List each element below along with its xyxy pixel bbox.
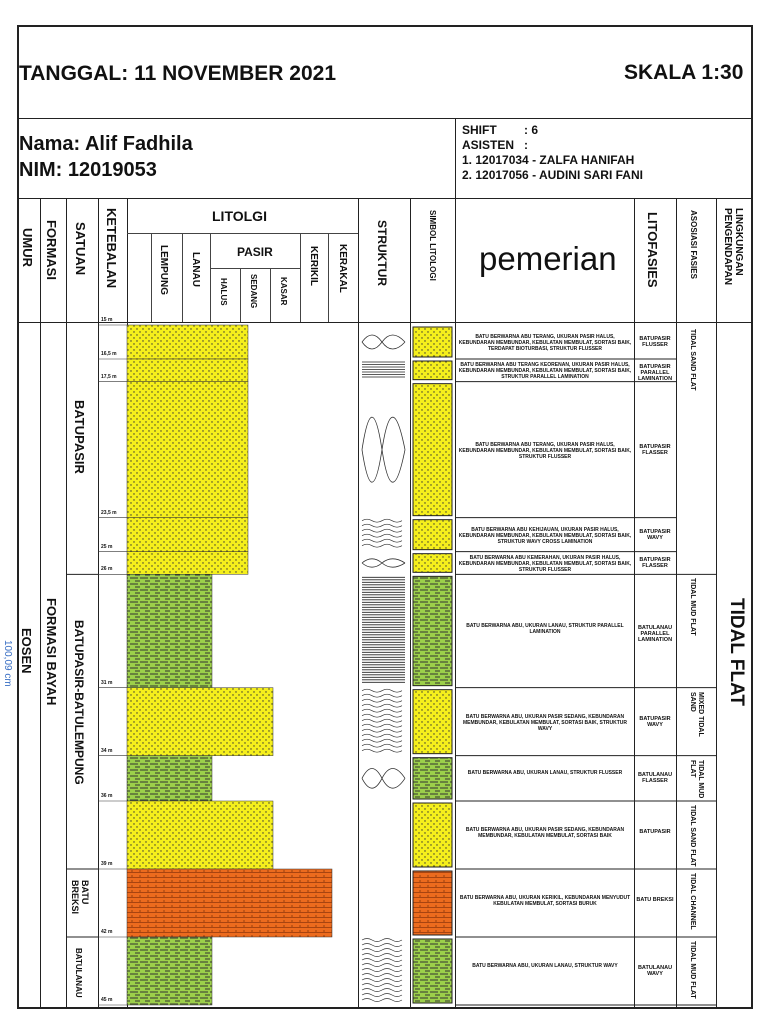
depth-label: 16,5 m: [101, 351, 117, 357]
layer-description: BATU BERWARNA ABU, UKURAN PASIR SEDANG, KEBUNDARAN MEMBUNDAR, KEBULATAN MEMBULAT, SORTASI BAIK, STRUKTUR WAVY: [462, 713, 628, 732]
layer-description: BATU BERWARNA ABU TERANG KEORENAN, UKURAN PASIR HALUS, KEBUNDARAN MEMBUNDAR, KEBULATAN MEMBULAT, SORTASI BAIK, STRUKTUR PARALLEL LAMINATION: [458, 362, 632, 381]
side-measure-label: 100,09 cm: [2, 640, 13, 687]
scale-label: SKALA 1:30: [624, 61, 744, 84]
asosiasi-label: TIDAL CHANNEL: [689, 873, 696, 930]
layer-litofasies: BATUPASIR FLASSER: [639, 557, 671, 569]
col-lanau: LANAU: [190, 252, 201, 287]
satuan-batu-breksi: BATU BREKSI: [70, 880, 90, 915]
col-lingkungan: LINGKUNGAN PENGENDAPAN: [722, 208, 744, 286]
depth-label: 23,5 m: [101, 509, 117, 516]
asisten-1: 1. 12017034 - ZALFA HANIFAH: [462, 153, 635, 167]
formasi-value: FORMASI BAYAH: [44, 598, 59, 706]
satuan-batupasir-batulempung: BATUPASIR-BATULEMPUNG: [72, 620, 86, 785]
layer-description: BATU BERWARNA ABU, UKURAN PASIR SEDANG, KEBUNDARAN MEMBUNDAR, KEBULATAN MEMBULAT, SORTASI BAIK: [465, 827, 625, 839]
asisten-label: ASISTEN: [462, 138, 515, 152]
layer-description: BATU BERWARNA ABU, UKURAN LANAU, STRUKTUR FLUSSER: [467, 770, 623, 777]
layer-description: BATU BERWARNA ABU, UKURAN LANAU, STRUKTUR PARALLEL LAMINATION: [466, 623, 624, 635]
student-nim: NIM: 12019053: [19, 159, 157, 181]
asosiasi-label: TIDAL MUD FLAT: [689, 578, 696, 637]
satuan-batupasir: BATUPASIR: [72, 400, 87, 474]
asosiasi-label: TIDAL MUD FLAT: [689, 759, 704, 799]
date-title: TANGGAL: 11 NOVEMBER 2021: [19, 62, 337, 85]
depth-label: 17,5 m: [101, 373, 117, 380]
col-litofasies: LITOFASIES: [645, 212, 660, 288]
asosiasi-label: TIDAL MUD FLAT: [689, 941, 696, 999]
col-kasar: KASAR: [279, 277, 288, 306]
asosiasi-label: MIXED TIDAL SAND: [689, 691, 704, 737]
layer-description: BATU BERWARNA ABU, UKURAN KERIKIL, KEBUNDARAN MENYUDUT KEBULATAN MEMBULAT, SORTASI BURUK: [459, 895, 631, 907]
col-asosiasi: ASOSIASI FASIES: [689, 210, 698, 279]
col-lempung: LEMPUNG: [158, 245, 169, 295]
depth-label: 42 m: [101, 929, 113, 935]
col-umur: UMUR: [20, 228, 35, 267]
col-sedang: SEDANG: [249, 274, 258, 309]
col-ketebalan: KETEBALAN: [104, 208, 119, 289]
depth-label: 34 m: [101, 747, 113, 754]
depth-label: 39 m: [101, 861, 113, 867]
asosiasi-label: TIDAL SAND FLAT: [689, 329, 696, 391]
layer-litofasies: BATULANAU FLASSER: [637, 772, 673, 785]
layer-litofasies: BATUPASIR WAVY: [639, 528, 671, 541]
layer-litofasies: BATUPASIR PARALLEL LAMINATION: [637, 364, 673, 383]
depth-label: 45 m: [101, 997, 113, 1003]
layer-litofasies: BATULANAU WAVY: [637, 965, 673, 977]
umur-value: EOSEN: [19, 628, 34, 674]
depth-label: 15 m: [101, 317, 113, 323]
col-kerikil: KERIKIL: [308, 246, 319, 286]
layer-description: BATU BERWARNA ABU TERANG, UKURAN PASIR HALUS, KEBUNDARAN MEMBUNDAR, KEBULATAN MEMBULAT, SORTASI BAIK, TERDAPAT BIOTURBASI, STRUKTUR FLUSSER: [458, 334, 632, 352]
layer-litofasies: BATU BREKSI: [636, 897, 674, 903]
shift-block: [462, 123, 643, 183]
col-struktur: STRUKTUR: [375, 220, 389, 286]
asisten-value: :: [524, 138, 528, 152]
depth-label: 36 m: [101, 793, 113, 799]
student-name: Nama: Alif Fadhila: [19, 133, 193, 155]
shift-label: SHIFT: [462, 123, 497, 137]
layer-litofasies: BATUPASIR FLUSSER: [639, 336, 671, 348]
layer-litofasies: BATUPASIR WAVY: [639, 715, 671, 728]
col-simbol: SIMBOL LITOLOGI: [428, 210, 437, 281]
shift-value: : 6: [524, 123, 539, 137]
asosiasi-label: TIDAL SAND FLAT: [689, 805, 696, 867]
col-pemerian: pemerian: [479, 240, 617, 277]
col-satuan: SATUAN: [73, 222, 88, 276]
depth-label: 25 m: [101, 543, 113, 550]
layer-litofasies: BATULANAU PARALLEL LAMINATION: [637, 625, 673, 643]
lingkungan-value: TIDAL FLAT: [726, 598, 747, 706]
layer-description: BATU BERWARNA ABU TERANG, UKURAN PASIR HALUS, KEBUNDARAN MEMBUNDAR, KEBULATAN MEMBULAT, SORTASI BAIK, STRUKTUR FLUSSER: [458, 441, 632, 460]
layer-litofasies: BATUPASIR FLASSER: [639, 443, 671, 456]
col-halus: HALUS: [219, 278, 228, 306]
col-pasir: PASIR: [237, 245, 273, 259]
col-formasi: FORMASI: [44, 220, 59, 280]
asisten-2: 2. 12017056 - AUDINI SARI FANI: [462, 168, 643, 182]
depth-label: 31 m: [101, 679, 113, 686]
satuan-batulanau: BATULANAU: [74, 948, 83, 998]
col-litologi: LITOLGI: [212, 208, 267, 224]
col-kerakal: KERAKAL: [337, 244, 348, 293]
layer-description: BATU BERWARNA ABU KEMERAHAN, UKURAN PASIR HALUS, KEBUNDARAN MEMBUNDAR, KEBULATAN MEMBULAT, SORTASI BAIK, STRUKTUR FLUSSER: [458, 555, 632, 573]
layer-description: BATU BERWARNA ABU KEHIJAUAN, UKURAN PASIR HALUS, KEBUNDARAN MEMBUNDAR, KEBULATAN MEMBULAT, SORTASI BAIK, STRUKTUR WAVY CROSS LAMINATION: [458, 526, 632, 545]
depth-label: 26 m: [101, 566, 113, 573]
layer-description: BATU BERWARNA ABU, UKURAN LANAU, STRUKTUR WAVY: [472, 963, 618, 969]
layer-litofasies: BATUPASIR: [639, 829, 671, 835]
